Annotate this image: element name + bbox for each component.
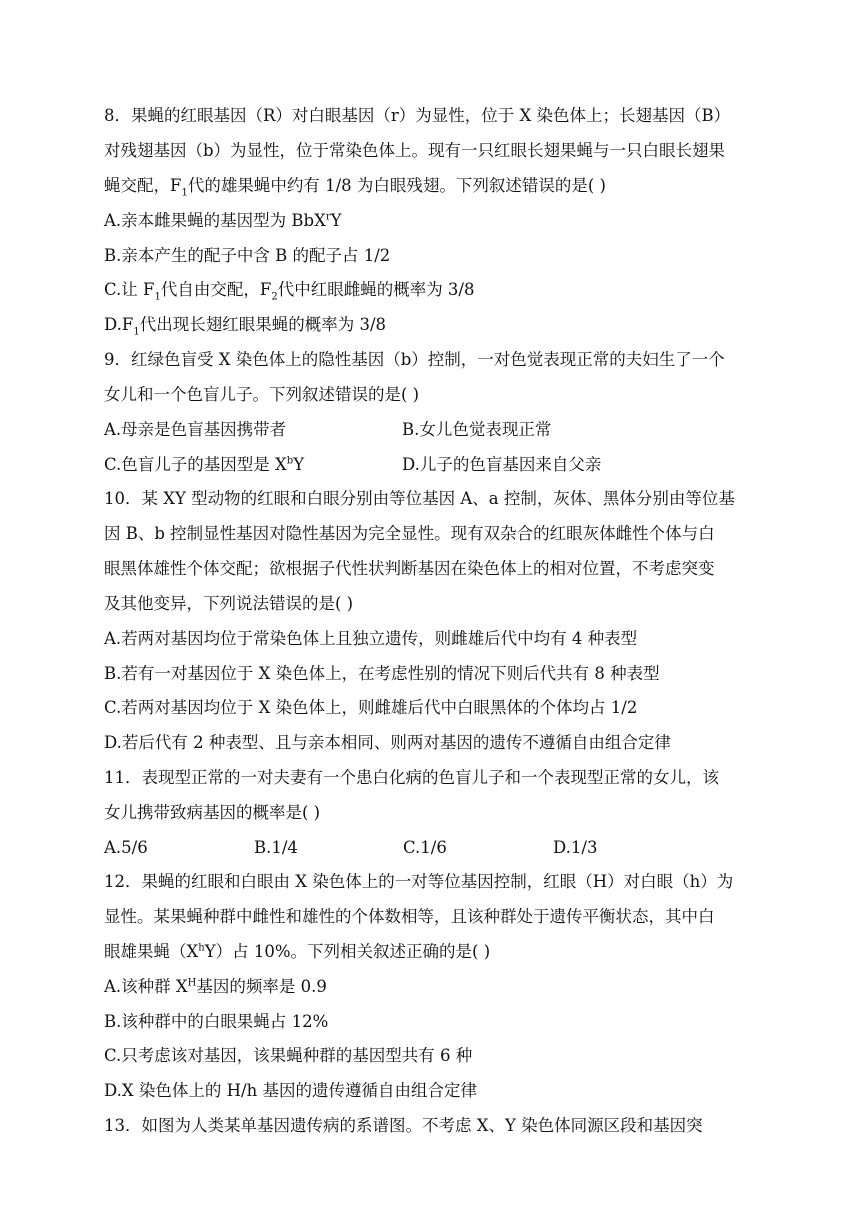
q11-option-a: A.5/6 [104,838,148,857]
q12-option-d: D.X 染色体上的 H/h 基因的遗传遵循自由组合定律 [104,1081,477,1100]
q12-option-a: A.该种群 $X^H$基因的频率是 0.9 [104,977,327,996]
q12-option-b: B.该种群中的白眼果蝇占 12% [104,1012,329,1031]
q12-stem-line2: 显性。某果蝇种群中雌性和雄性的个体数相等，且该种群处于遗传平衡状态，其中白 [104,907,715,926]
q11-option-b: B.1/4 [254,838,298,857]
q11-option-c: C.1/6 [403,838,447,857]
q8-stem-line1: 8．果蝇的红眼基因（R）对白眼基因（r）为显性，位于 X 染色体上；长翅基因（B） [104,106,731,125]
q10-stem-line4: 及其他变异，下列说法错误的是( ) [104,594,354,613]
q9-option-d: D.儿子的色盲基因来自父亲 [402,455,602,474]
q11-stem-line1: 11．表现型正常的一对夫妻有一个患白化病的色盲儿子和一个表现型正常的女儿，该 [104,768,719,787]
q8-option-b: B.亲本产生的配子中含 B 的配子占 1/2 [104,246,391,265]
q10-option-b: B.若有一对基因位于 X 染色体上，在考虑性别的情况下则后代共有 8 种表型 [104,664,660,683]
q9-option-c: C.色盲儿子的基因型是 $X^bY$ [104,455,305,474]
q10-stem-line2: 因 B、b 控制显性基因对隐性基因为完全显性。现有双杂合的红眼灰体雌性个体与白 [104,524,715,543]
q9-option-a: A.母亲是色盲基因携带者 [104,420,287,439]
q10-option-c: C.若两对基因均位于 X 染色体上，则雌雄后代中白眼黑体的个体均占 1/2 [104,698,638,717]
q9-stem-line1: 9．红绿色盲受 X 染色体上的隐性基因（b）控制，一对色觉表现正常的夫妇生了一个 [104,350,725,369]
q13-stem-line1: 13．如图为人类某单基因遗传病的系谱图。不考虑 X、Y 染色体同源区段和基因突 [104,1116,703,1135]
q9-option-b: B.女儿色觉表现正常 [402,420,552,439]
q8-stem-line2: 对残翅基因（b）为显性，位于常染色体上。现有一只红眼长翅果蝇与一只白眼长翅果 [104,141,726,160]
q8-stem-line3: 蝇交配，$F_1$代的雄果蝇中约有 1/8 为白眼残翅。下列叙述错误的是( ) [104,176,606,199]
q10-option-d: D.若后代有 2 种表型、且与亲本相同、则两对基因的遗传不遵循自由组合定律 [104,733,671,752]
q11-stem-line2: 女儿携带致病基因的概率是( ) [104,803,321,822]
q8-option-d: $D.F_1$代出现长翅红眼果蝇的概率为 3/8 [104,315,387,338]
q11-option-d: D.1/3 [553,838,598,857]
q9-stem-line2: 女儿和一个色盲儿子。下列叙述错误的是( ) [104,385,420,404]
q12-option-c: C.只考虑该对基因，该果蝇种群的基因型共有 6 种 [104,1046,473,1065]
q12-stem-line1: 12．果蝇的红眼和白眼由 X 染色体上的一对等位基因控制，红眼（H）对白眼（h）为 [104,872,734,891]
q8-option-c: C.让 $F_1$代自由交配，$F_2$代中红眼雌蝇的概率为 3/8 [104,280,475,303]
q8-option-a: A.亲本雌果蝇的基因型为 BbX$^r$Y [104,211,342,230]
q10-stem-line3: 眼黑体雄性个体交配；欲根据子代性状判断基因在染色体上的相对位置，不考虑突变 [104,559,715,578]
q10-stem-line1: 10．某 XY 型动物的红眼和白眼分别由等位基因 A、a 控制，灰体、黑体分别由等位基 [104,489,735,508]
q12-stem-line3: 眼雄果蝇$(X^hY)$占 10%。下列相关叙述正确的是( ) [104,942,491,961]
q10-option-a: A.若两对基因均位于常染色体上且独立遗传，则雌雄后代中均有 4 种表型 [104,629,638,648]
